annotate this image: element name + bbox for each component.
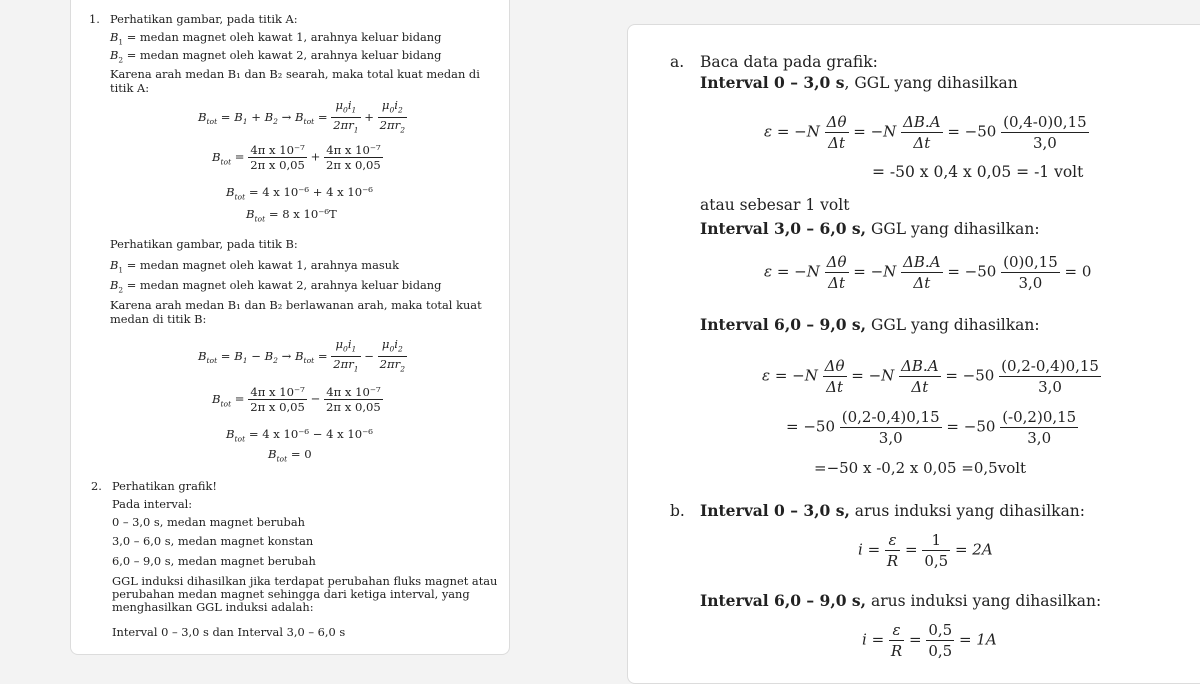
a3-text: = 4 x 10⁻⁶ + 4 x 10⁻⁶ (248, 185, 373, 199)
current-2-heading (700, 591, 1101, 611)
interval-line-2: 3,0 – 6,0 s, medan magnet konstan (112, 534, 314, 548)
equation-a2: $B_{tot}$ = $\frac{\text{4π x 10⁻⁷}}{\text{2π x 0,05}}$ + $\frac{\text{4π x 10⁻⁷}}{\text{2π x 0,05}}$ (212, 143, 381, 172)
i1-frac-num: (0,4-0)0,15 (1003, 113, 1087, 131)
item-1-intro: Perhatikan gambar, pada titik A: (110, 12, 298, 26)
b2-den2: 2π x 0,05 (326, 400, 381, 414)
b1-line-a: $B_1$ = medan magnet oleh kawat 1, arahnya keluar bidang (110, 30, 442, 47)
equation-a3: $B_{tot} = 4$ x 10⁻⁶ + 4 x 10⁻⁶ (226, 185, 373, 202)
part-b-label: b. (670, 502, 685, 520)
a2-num2: 4π x 10⁻⁷ (324, 143, 383, 158)
b2-den: 0,5 (928, 642, 953, 660)
a2-den2: 2π x 0,05 (326, 158, 381, 172)
b1-line-b: $B_1$ = medan magnet oleh kawat 1, arahnya masuk (110, 258, 399, 275)
b4-text: = 0 (290, 447, 312, 461)
interval-2-rest: GGL yang dihasilkan: (866, 220, 1040, 238)
interval-1-bold: Interval 0 – 3,0 s (700, 73, 845, 92)
current-2-bold: Interval 6,0 – 9,0 s, (700, 591, 867, 610)
item-2-sub: Pada interval: (112, 497, 193, 511)
b2-den1: 2π x 0,05 (250, 400, 305, 414)
interval-2-heading (700, 219, 1040, 239)
interval-3-equation-1: ε = −N $\frac{\Delta\theta}{\Delta t}$ = −N $\frac{\Delta B.A}{\Delta t}$ = −50 $\frac{(0,2-0,4)0,15}{3,0}$ (762, 357, 1099, 396)
a4-text: = 8 x 10⁻⁶T (268, 207, 337, 221)
item-2-answer: Interval 0 – 3,0 s dan Interval 3,0 – 6,0 s (112, 625, 346, 639)
i2-tail: = 0 (1064, 262, 1092, 281)
b1-num: 1 (922, 530, 950, 551)
interval-1-equation: ε = −N $\frac{\Delta\theta}{\Delta t}$ = −N $\frac{\Delta B.A}{\Delta t}$ = −50 $\frac{(0,4-0)0,15}{3,0}$ (764, 113, 1087, 152)
b2-b-text: = medan magnet oleh kawat 2, arahnya keluar bidang (126, 278, 442, 292)
b2-tail: = 1A (958, 630, 997, 649)
item-2-intro: Perhatikan grafik! (112, 479, 217, 493)
current-1-bold: Interval 0 – 3,0 s, (700, 501, 850, 520)
part-a-label: a. (670, 53, 685, 71)
interval-1-result: = -50 x 0,4 x 0,05 = -1 volt (872, 163, 1084, 181)
i2-frac-den: 3,0 (1018, 274, 1043, 292)
current-1-heading (700, 501, 1085, 521)
b2-num1: 4π x 10⁻⁷ (248, 385, 307, 400)
current-1-equation: i = $\frac{\varepsilon}{R}$ = $\frac{1}{0,5}$ = 2A (858, 531, 993, 570)
equation-b1: $B_{tot} = B_1 - B_2 \to B_{tot}$ = $\frac{\mu_0i_1}{2\pi r_1}$ − $\frac{\mu_0i_2}{2\pi r_2}$ (198, 337, 406, 374)
interval-3-equation-2: = −50 $\frac{(0,2-0,4)0,15}{3,0}$ = −50 $\frac{(-0,2)0,15}{3,0}$ (786, 408, 1077, 447)
i3-frac1-den: 3,0 (1038, 378, 1062, 396)
interval-2-equation: ε = −N $\frac{\Delta\theta}{\Delta t}$ = −N $\frac{\Delta B.A}{\Delta t}$ = −50 $\frac{(0)0,15}{3,0}$ = 0 (764, 253, 1092, 292)
a2-num1: 4π x 10⁻⁷ (248, 143, 307, 158)
b2-line-a: $B_2$ = medan magnet oleh kawat 2, arahnya keluar bidang (110, 48, 442, 65)
current-1-rest: arus induksi yang dihasilkan: (849, 502, 1086, 520)
b2-line-b: $B_2$ = medan magnet oleh kawat 2, arahnya keluar bidang (110, 278, 442, 295)
current-2-rest: arus induksi yang dihasilkan: (866, 592, 1102, 610)
interval-3-rest: GGL yang dihasilkan: (866, 316, 1040, 334)
i3-frac3-num: (-0,2)0,15 (1002, 408, 1077, 426)
b3-text: = 4 x 10⁻⁶ − 4 x 10⁻⁶ (248, 427, 373, 441)
interval-3-bold: Interval 6,0 – 9,0 s, (700, 315, 867, 334)
reason-b: Karena arah medan B₁ dan B₂ berlawanan arah, maka total kuat medan di titik B: (110, 298, 482, 326)
equation-b2: $B_{tot}$ = $\frac{\text{4π x 10⁻⁷}}{\text{2π x 0,05}}$ − $\frac{\text{4π x 10⁻⁷}}{\text{2π x 0,05}}$ (212, 385, 381, 414)
b2-num2: 4π x 10⁻⁷ (324, 385, 383, 400)
i3-frac3-den: 3,0 (1027, 429, 1052, 447)
i1-frac-den: 3,0 (1032, 134, 1057, 152)
interval-1-rest: , GGL yang dihasilkan (844, 74, 1018, 92)
i3-frac2-den: 3,0 (878, 429, 903, 447)
current-2-equation: i = $\frac{\varepsilon}{R}$ = $\frac{0,5}{0,5}$ = 1A (862, 621, 997, 660)
b2-a-text: = medan magnet oleh kawat 2, arahnya keluar bidang (126, 48, 442, 62)
i3-frac1-num: (0,2-0,4)0,15 (1001, 357, 1099, 375)
a2-den1: 2π x 0,05 (250, 158, 305, 172)
interval-line-1: 0 – 3,0 s, medan magnet berubah (112, 515, 305, 529)
equation-a4: $B_{tot} = 8$ x 10⁻⁶T (246, 207, 337, 224)
item-1-number: 1. (89, 12, 100, 26)
equation-b3: $B_{tot} = 4$ x 10⁻⁶ − 4 x 10⁻⁶ (226, 427, 373, 444)
equation-a1: $B_{tot} = B_1 + B_2 \to B_{tot}$ = $\frac{\mu_0i_1}{2\pi r_1}$ + $\frac{\mu_0i_2}{2\pi r_2}$ (198, 98, 406, 135)
interval-1-note: atau sebesar 1 volt (700, 196, 850, 214)
interval-line-3: 6,0 – 9,0 s, medan magnet berubah (112, 554, 316, 568)
i2-frac-num: (0)0,15 (1003, 253, 1058, 271)
item-2-paragraph: GGL induksi dihasilkan jika terdapat perubahan fluks magnet atau perubahan medan magnet sehingga dari ketiga interval, yang menghasilkan GGL induksi adalah: (112, 574, 498, 614)
b1-den: 0,5 (924, 552, 949, 570)
reason-a: Karena arah medan B₁ dan B₂ searah, maka total kuat medan di titik A: (110, 67, 480, 95)
interval-1-heading (700, 73, 1018, 93)
equation-b4: $B_{tot} = 0$ (268, 447, 312, 464)
b2-num: 0,5 (928, 621, 953, 639)
i3-frac2-num: (0,2-0,4)0,15 (841, 408, 940, 426)
interval-3-result: =−50 x -0,2 x 0,05 =0,5volt (814, 459, 1027, 477)
intro-point-b: Perhatikan gambar, pada titik B: (110, 237, 298, 251)
b1-a-text: = medan magnet oleh kawat 1, arahnya keluar bidang (126, 30, 442, 44)
item-2-number: 2. (91, 479, 102, 493)
interval-2-bold: Interval 3,0 – 6,0 s, (700, 219, 867, 238)
part-a-title: Baca data pada grafik: (700, 53, 878, 71)
b1-tail: = 2A (954, 540, 993, 559)
interval-3-heading (700, 315, 1040, 335)
b1-b-text: = medan magnet oleh kawat 1, arahnya masuk (126, 258, 399, 272)
